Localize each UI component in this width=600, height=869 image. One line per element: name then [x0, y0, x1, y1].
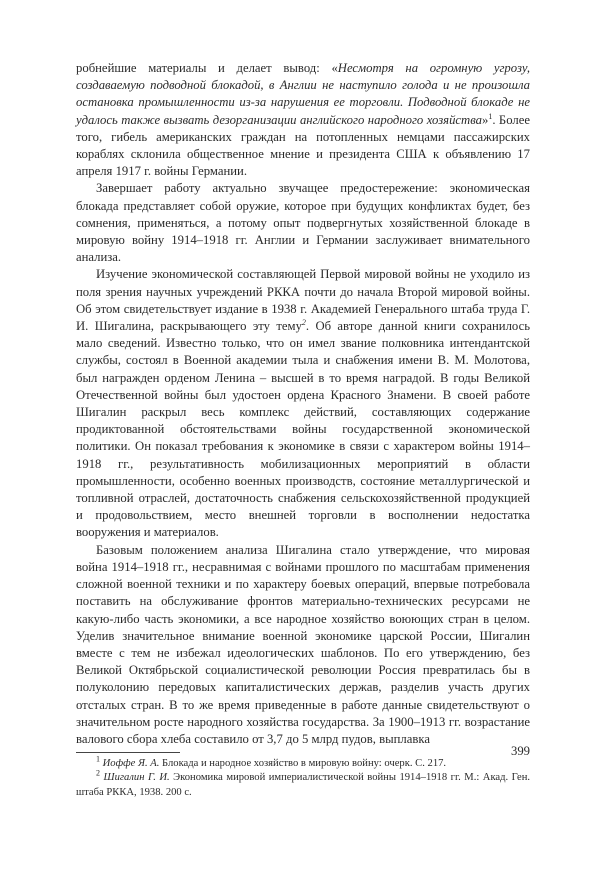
- footnote-text: Экономика мировой империалистической войны 1914–1918 гг. М.: Акад. Ген. штаба РККА, 1938. 200 с.: [76, 772, 531, 798]
- quote-close: »: [481, 112, 489, 127]
- quote-text: Несмотря на огромную угрозу, создаваемую подводной блокадой, в Англии не наступило голода и не произошла остановка промышленности из-за нарушения ее торговли. Подводной блокаде не удалось также вызвать дезорганизации английского народного хозяйства: [76, 61, 530, 127]
- footnote-2: [76, 768, 531, 799]
- footnote-1: [76, 754, 530, 771]
- footnote-number: 1: [96, 754, 100, 764]
- footnote-author: Шигалин Г. И.: [103, 772, 170, 784]
- footnote-divider: [76, 752, 180, 753]
- footnote-text: Блокада и народное хозяйство в мировую войну: очерк. С. 217.: [159, 758, 447, 770]
- footnote-ref-1[interactable]: 1: [488, 111, 493, 121]
- paragraph-3-start: Изучение экономической составляющей Первой мировой войны не уходило из поля зрения научных учреждений РККА почти до начала Второй мировой войны. Об этом свидетельствует издание в 1938 г. Академией Генерального штаба труда Г. И. Шигалина, раскрывающего эту тему: [76, 267, 530, 334]
- paragraph-3-end: . Об авторе данной книги сохранилось мало сведений. Известно только, что он имел звание полковника интендантской службы, состоял в Военной академии тыла и снабжения имени В. М. Молотова, был награжден орденом Ленина – высшей в то время наградой. В годы Великой Отечественной войны был удостоен ордена Красного Знамени. В своей работе Шигалин раскрыл весь комплекс действий, составляющих содержание продиктованной обстоятельствами войны государственной экономической политики. Он показал требования к экономике в связи с характером войны 1914–1918 гг., результативность мобилизационных мероприятий в области промышленности, особенно военных производств, состояние металлургической и топливной отраслей, достаточность снабжения сельскохозяйственной продукцией и продовольствием, место внешней торговли в восполнении недостатка вооружения и материалов.: [76, 319, 530, 540]
- footnote-number: 2: [96, 768, 100, 778]
- footnotes: [76, 754, 531, 800]
- page-number: 399: [510, 744, 530, 758]
- paragraph-1: [76, 60, 530, 180]
- paragraph-3: [76, 266, 530, 541]
- paragraph-1-start: робнейшие материалы и делает вывод: «: [76, 61, 338, 75]
- main-text: [76, 60, 530, 748]
- footnote-ref-2[interactable]: 2: [301, 317, 306, 327]
- page-body: [76, 60, 530, 800]
- paragraph-2: Завершает работу актуально звучащее предостережение: экономическая блокада представляет собой оружие, которое при будущих конфликтах будет, без сомнения, применяться, а потому опыт подвергнутых хозяйственной блокаде в мировую войну 1914–1918 гг. Англии и Германии заслуживает внимательного анализа.: [76, 181, 530, 265]
- paragraph-4: Базовым положением анализа Шигалина стало утверждение, что мировая война 1914–1918 гг., несравнимая с войнами прошлого по масштабам применения сложной военной техники и по характеру боевых операций, впервые потребовала поставить на обслуживание фронтов материально-технических ресурсами не какую-либо часть экономики, а все народное хозяйство воюющих стран в целом. Уделив значительное внимание военной экономике царской России, Шигалин вместе с тем не избежал идеологических шаблонов. По его утверждению, без Великой Октябрьской социалистической революции Россия превратилась бы в полуколонию передовых капиталистических держав, разделив участь других отсталых стран. В то же время приведенные в работе данные свидетельствуют о значительном росте народного хозяйства государства. За 1900–1913 гг. возрастание валового сбора хлеба составило от 3,7 до 5 млрд пудов, выплавка: [76, 542, 530, 746]
- footnote-author: Иоффе Я. А.: [102, 758, 160, 770]
- paragraph-1-end: . Более того, гибель американских граждан на потопленных немцами пассажирских кораблях склонила общественное мнение и президента США к объявлению 17 апреля 1917 г. войны Германии.: [76, 112, 530, 179]
